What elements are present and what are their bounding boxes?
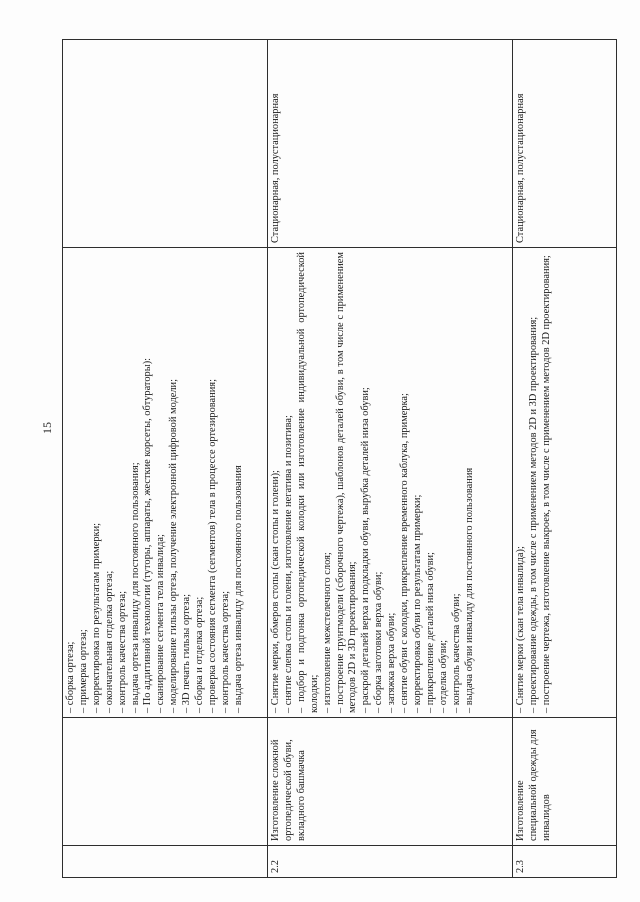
list-item: – контроль качества обуви; [450, 593, 462, 713]
service-form-cell: Стационарная, полустационарная [513, 40, 617, 248]
table-row [513, 40, 617, 878]
list-item: – сборка заготовки верха обуви; [373, 571, 385, 713]
list-item: – выдача ортеза инвалиду для постоянного пользования [232, 465, 244, 713]
list-item: – корректировка обуви по результатам примерки; [411, 494, 423, 713]
service-name-cell [63, 718, 268, 846]
service-steps-cell [268, 248, 513, 718]
list-item: – Снятие мерки, обмеров стопы (скан стопы и голени); [270, 470, 281, 713]
list-item: – примерка ортеза; [77, 629, 89, 713]
service-steps-cell [63, 248, 268, 718]
list-item: – проверка состояния сегмента (сегментов) тела в процессе ортезирования; [206, 379, 218, 713]
service-form-cell [63, 40, 268, 248]
list-item: – выдача ортеза инвалиду для постоянного пользования; [129, 462, 141, 713]
list-item: – окончательная отделка ортеза; [103, 570, 115, 713]
list-item: – снятие обуви с колодки, прикрепление временного каблука, примерка; [399, 393, 411, 713]
row-number-cell [63, 846, 268, 878]
rotated-table-container [62, 40, 616, 878]
list-item: – проектирование одежды, в том числе с применением методов 2D и 3D проектирования; [527, 316, 539, 713]
list-item: – контроль качества ортеза; [116, 591, 128, 713]
list-item: – прикрепление деталей низа обуви; [424, 552, 436, 713]
service-steps-cell [513, 248, 617, 718]
list-item: – изготовление межстелечного слоя; [321, 552, 333, 713]
list-item: – контроль качества ортеза; [219, 591, 231, 713]
row-number-cell: 2.3 [513, 846, 617, 878]
list-item: – снятие слепка стопы и голени, изготовление негатива и позитива; [282, 415, 294, 713]
row-number-cell: 2.2 [268, 846, 513, 878]
table-row [63, 40, 268, 878]
service-form-cell: Стационарная, полустационарная [268, 40, 513, 248]
services-table [62, 39, 617, 878]
list-item: – сканирование сегмента тела инвалида; [155, 534, 167, 713]
list-item: – раскрой деталей верха и подкладки обуви, вырубка деталей низа обуви; [360, 387, 372, 713]
list-item: – отделка обуви; [437, 639, 449, 713]
list-item: – 3D печать гильзы ортеза; [181, 593, 193, 713]
table-row [268, 40, 513, 878]
list-item: – затяжка верха обуви; [386, 612, 398, 713]
list-item: – сборка ортеза; [65, 641, 76, 713]
list-item: – выдача обуви инвалиду для постоянного пользования [463, 467, 475, 713]
service-name-cell: Изготовление специальной одежды для инвалидов [513, 718, 617, 846]
list-item: – Снятие мерки (скан тела инвалида); [515, 546, 526, 713]
list-item: – построение грунтмодели (сборочного чертежа), шаблонов деталей обуви, в том числе с применением методов 2D и 3D проектирования; [334, 252, 359, 713]
list-item: – По аддитивной технологии (туторы, аппараты, жесткие корсеты, обтураторы): [142, 357, 154, 713]
list-item: – сборка и отделка ортеза; [194, 596, 206, 713]
list-item: – подбор и подгонка ортопедической колодки или изготовление индивидуальной ортопедической колодки; [295, 252, 320, 713]
list-item: – моделирование гильзы ортеза, получение электронной цифровой модели; [168, 378, 180, 713]
list-item: – построение чертежа, изготовление выкроек, в том числе с применением методов 2D проектирования; [540, 255, 552, 713]
service-name-cell: Изготовление сложной ортопедической обуви, вкладного башмачка [268, 718, 513, 846]
page-number: 15 [40, 422, 54, 434]
list-item: – корректировка по результатам примерки; [90, 522, 102, 713]
